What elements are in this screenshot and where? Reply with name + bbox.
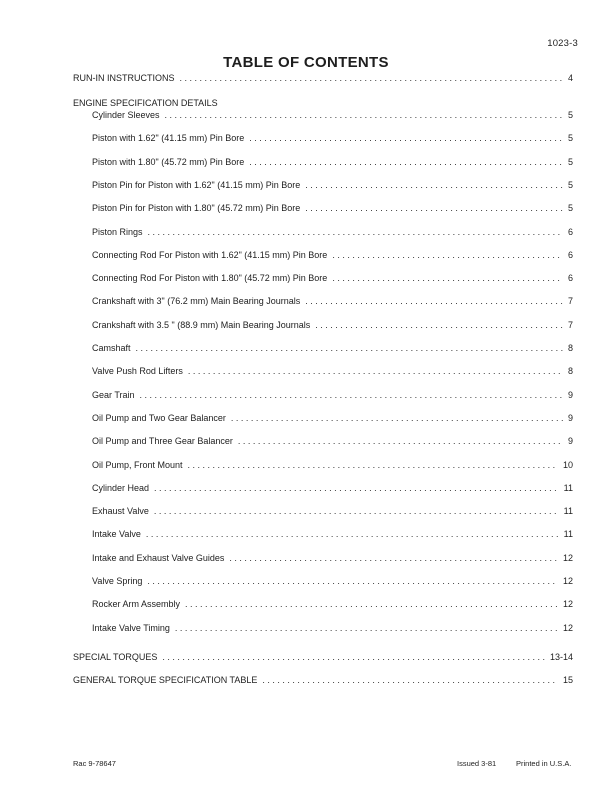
toc-page: 5 [567, 156, 573, 167]
footer-doc-number: Rac 9-78647 [73, 759, 116, 768]
dot-leader [185, 599, 558, 609]
toc-label: Piston with 1.62" (41.15 mm) Pin Bore [92, 133, 245, 144]
toc-page: 6 [567, 273, 573, 284]
toc-label: RUN-IN INSTRUCTIONS [73, 73, 175, 83]
toc-label: Piston with 1.80" (45.72 mm) Pin Bore [92, 156, 245, 167]
toc-entry[interactable] [92, 250, 573, 262]
toc-entry[interactable] [92, 576, 573, 588]
toc-entry[interactable] [92, 133, 573, 145]
dot-leader [165, 110, 563, 120]
toc-entry[interactable] [92, 320, 573, 332]
toc-entry[interactable] [92, 460, 573, 472]
dot-leader [305, 180, 563, 190]
toc-entry[interactable] [92, 529, 573, 541]
toc-entry[interactable] [92, 203, 573, 215]
dot-leader [162, 652, 545, 662]
toc-entry[interactable] [92, 366, 573, 378]
dot-leader [238, 436, 563, 446]
dot-leader [262, 675, 558, 685]
dot-leader [188, 460, 558, 470]
toc-page: 5 [567, 133, 573, 144]
toc-page: 6 [567, 226, 573, 237]
toc-label: Camshaft [92, 343, 131, 353]
dot-leader [188, 366, 563, 376]
dot-leader [180, 73, 563, 83]
toc-page: 6 [567, 249, 573, 260]
toc-page: 5 [567, 110, 573, 120]
dot-leader [175, 623, 558, 633]
page-number: 1023-3 [547, 38, 578, 49]
toc-page: 13-14 [549, 652, 573, 662]
toc-entry[interactable] [92, 506, 573, 518]
toc-label: SPECIAL TORQUES [73, 652, 158, 662]
toc-page: 12 [562, 622, 573, 633]
dot-leader [231, 413, 563, 423]
toc-label: Piston Pin for Piston with 1.62" (41.15 mm) Pin Bore [92, 179, 301, 190]
dot-leader [315, 320, 563, 330]
toc-label: Valve Spring [92, 576, 143, 586]
toc-entry[interactable] [92, 599, 573, 611]
section-heading-engine: ENGINE SPECIFICATION DETAILS [73, 98, 218, 108]
dot-leader [249, 157, 563, 167]
dot-leader [305, 296, 563, 306]
toc-label: Intake and Exhaust Valve Guides [92, 552, 225, 563]
toc-page: 7 [567, 296, 573, 307]
toc-page: 11 [563, 482, 573, 493]
toc-entry-special-torques[interactable] [73, 652, 573, 664]
toc-entry[interactable] [92, 623, 573, 635]
toc-page: 8 [567, 343, 573, 353]
toc-page: 11 [563, 506, 573, 517]
toc-label: Oil Pump and Three Gear Balancer [92, 436, 233, 447]
dot-leader [146, 529, 559, 539]
toc-entry[interactable] [92, 553, 573, 565]
toc-page: 9 [567, 389, 573, 400]
toc-label: Oil Pump, Front Mount [92, 459, 183, 470]
toc-page: 11 [563, 529, 573, 540]
dot-leader [229, 553, 558, 563]
dot-leader [136, 343, 563, 353]
dot-leader [249, 133, 563, 143]
toc-label: Valve Push Rod Lifters [92, 366, 183, 377]
toc-page: 15 [562, 675, 573, 685]
toc-entry[interactable] [92, 436, 573, 448]
footer-issued-date: Issued 3-81 [457, 759, 497, 768]
toc-label: Cylinder Head [92, 482, 150, 493]
toc-entry[interactable] [92, 483, 573, 495]
toc-label: GENERAL TORQUE SPECIFICATION TABLE [73, 675, 258, 685]
toc-label: Intake Valve Timing [92, 622, 170, 633]
dot-leader [154, 483, 559, 493]
toc-entry[interactable] [92, 227, 573, 239]
toc-page: 12 [562, 576, 573, 586]
toc-entry[interactable] [92, 157, 573, 169]
toc-page: 10 [562, 459, 573, 470]
toc-label: Connecting Rod For Piston with 1.80" (45.72 mm) Pin Bore [92, 273, 328, 284]
toc-page: 4 [567, 73, 573, 83]
toc-entry-run-in[interactable] [73, 73, 573, 85]
toc-entry[interactable] [92, 296, 573, 308]
toc-page: 9 [567, 436, 573, 447]
toc-label: Cylinder Sleeves [92, 110, 160, 120]
toc-page: 9 [567, 412, 573, 423]
toc-page: 7 [567, 319, 573, 330]
toc-entry[interactable] [92, 390, 573, 402]
toc-label: Gear Train [92, 389, 135, 400]
toc-label: Rocker Arm Assembly [92, 599, 181, 610]
dot-leader [332, 273, 563, 283]
toc-page: 12 [562, 599, 573, 610]
dot-leader [148, 227, 563, 237]
toc-label: Intake Valve [92, 529, 141, 540]
toc-page: 5 [567, 203, 573, 214]
toc-entry-general-torque[interactable] [73, 675, 573, 687]
dot-leader [305, 203, 563, 213]
toc-label: Piston Pin for Piston with 1.80" (45.72 mm) Pin Bore [92, 203, 301, 214]
toc-label: Oil Pump and Two Gear Balancer [92, 412, 226, 423]
toc-label: Piston Rings [92, 226, 143, 237]
toc-entry[interactable] [92, 180, 573, 192]
toc-entry[interactable] [92, 413, 573, 425]
toc-page: 8 [567, 366, 573, 377]
dot-leader [140, 390, 563, 400]
toc-entry[interactable] [92, 110, 573, 122]
toc-label: Crankshaft with 3" (76.2 mm) Main Bearing Journals [92, 296, 301, 307]
toc-label: Crankshaft with 3.5 " (88.9 mm) Main Bearing Journals [92, 319, 311, 330]
dot-leader [154, 506, 559, 516]
toc-entry[interactable] [92, 273, 573, 285]
toc-page: 5 [567, 179, 573, 190]
toc-entry[interactable] [92, 343, 573, 355]
dot-leader [147, 576, 558, 586]
dot-leader [332, 250, 563, 260]
toc-page: 12 [562, 552, 573, 563]
toc-label: Connecting Rod For Piston with 1.62" (41.15 mm) Pin Bore [92, 249, 328, 260]
footer-printed-in: Printed in U.S.A. [516, 759, 572, 768]
toc-label: Exhaust Valve [92, 506, 149, 517]
page-title: TABLE OF CONTENTS [223, 54, 389, 71]
